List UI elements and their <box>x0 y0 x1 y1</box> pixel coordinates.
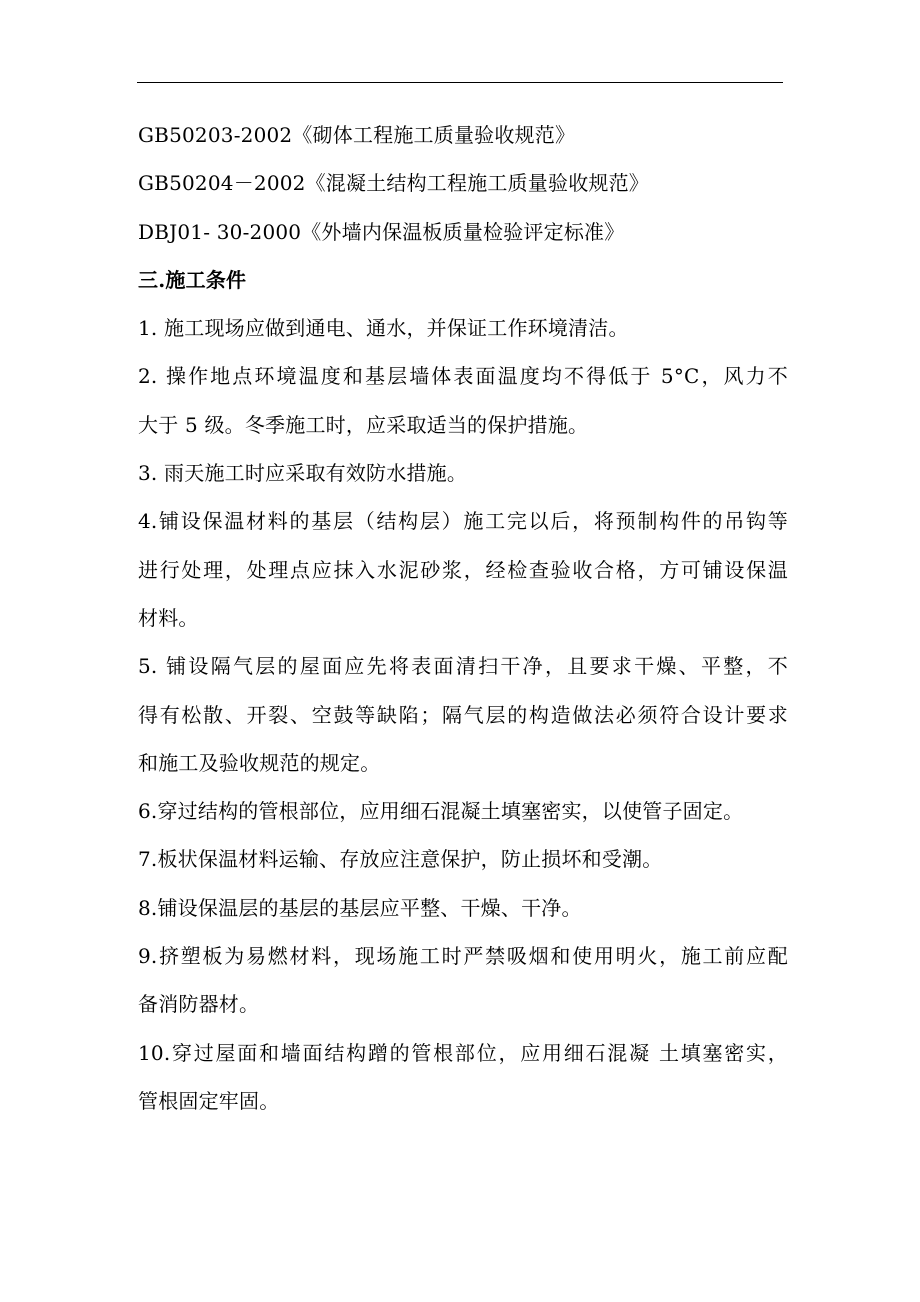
item-5-line-2: 得有松散、开裂、空鼓等缺陷；隔气层的构造做法必须符合设计要求 <box>138 702 788 727</box>
header-rule <box>137 82 783 83</box>
item-5-line-1: 5. 铺设隔气层的屋面应先将表面清扫干净，且要求干燥、平整，不 <box>138 654 788 679</box>
item-2-line-2: 大于 5 级。冬季施工时，应采取适当的保护措施。 <box>138 412 589 437</box>
item-4-line-2: 进行处理，处理点应抹入水泥砂浆，经检查验收合格，方可铺设保温 <box>138 557 788 582</box>
item-6-line-1: 6.穿过结构的管根部位，应用细石混凝土填塞密实，以使管子固定。 <box>138 799 744 824</box>
item-9-line-2: 备消防器材。 <box>138 992 260 1017</box>
item-2-line-1: 2. 操作地点环境温度和基层墙体表面温度均不得低于 5°C，风力不 <box>138 364 788 389</box>
standard-dbj01: DBJ01- 30-2000《外墙内保温板质量检验评定标准》 <box>138 219 625 244</box>
item-7-line-1: 7.板状保温材料运输、存放应注意保护，防止损坏和受潮。 <box>138 847 663 872</box>
item-10-line-2: 管根固定牢固。 <box>138 1088 280 1113</box>
item-8-line-1: 8.铺设保温层的基层的基层应平整、干燥、干净。 <box>138 895 582 920</box>
standard-gb50204: GB50204－2002《混凝土结构工程施工质量验收规范》 <box>138 171 649 196</box>
item-9-line-1: 9.挤塑板为易燃材料，现场施工时严禁吸烟和使用明火，施工前应配 <box>138 944 788 969</box>
section-heading: 三.施工条件 <box>138 267 247 292</box>
standard-gb50203: GB50203-2002《砌体工程施工质量验收规范》 <box>138 123 576 147</box>
item-3-line-1: 3. 雨天施工时应采取有效防水措施。 <box>138 461 468 486</box>
item-4-line-1: 4.铺设保温材料的基层（结构层）施工完以后，将预制构件的吊钩等 <box>138 509 788 534</box>
item-1-line-1: 1. 施工现场应做到通电、通水，并保证工作环境清洁。 <box>138 316 629 341</box>
item-4-line-3: 材料。 <box>138 605 199 630</box>
item-5-line-3: 和施工及验收规范的规定。 <box>138 750 381 775</box>
document-body <box>138 111 788 1125</box>
item-10-line-1: 10.穿过屋面和墙面结构蹭的管根部位，应用细石混凝 土填塞密实， <box>138 1040 788 1065</box>
